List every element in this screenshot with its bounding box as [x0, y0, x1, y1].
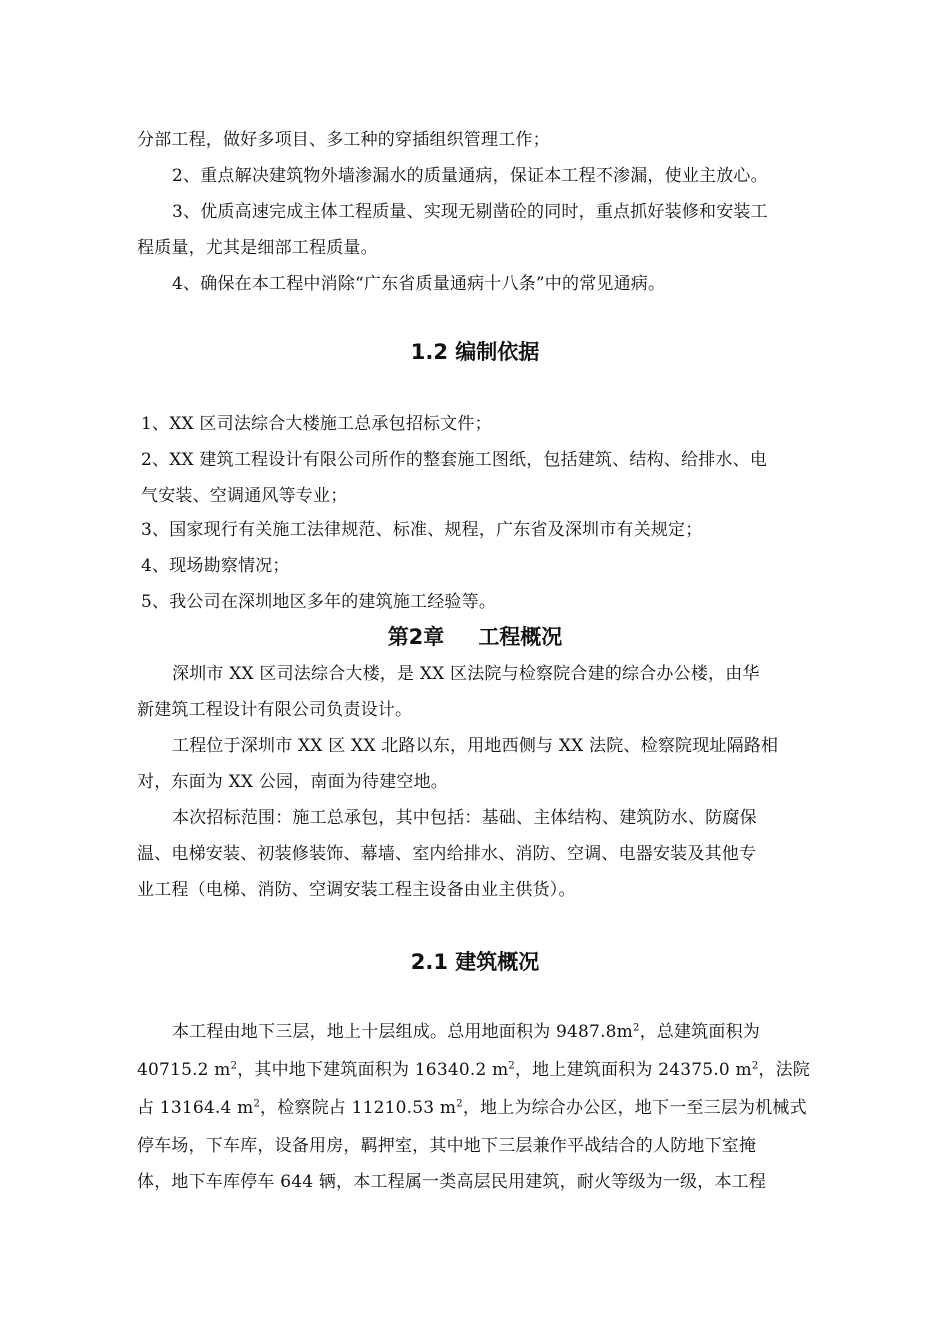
chapter-heading: [0, 623, 950, 651]
section-heading: 1.2 编制依据: [410, 340, 540, 364]
paragraph-line: 工程位于深圳市 XX 区 XX 北路以东，用地西侧与 XX 法院、检察院现址隔路相: [172, 736, 779, 756]
superscript: 2: [633, 1022, 640, 1034]
paragraph-line: 本次招标范围：施工总承包，其中包括：基础、主体结构、建筑防水、防腐保: [172, 808, 757, 828]
list-item: 2、XX 建筑工程设计有限公司所作的整套施工图纸，包括建筑、结构、给排水、电: [141, 450, 768, 470]
paragraph-line: 气安装、空调通风等专业；: [141, 486, 348, 506]
paragraph-line: 新建筑工程设计有限公司负责设计。: [137, 700, 413, 720]
list-item: 3、优质高速完成主体工程质量、实现无剔凿砼的同时，重点抓好装修和安装工: [172, 202, 768, 222]
list-item: 5、我公司在深圳地区多年的建筑施工经验等。: [141, 592, 497, 612]
paragraph-line: 温、电梯安装、初装修装饰、幕墙、室内给排水、消防、空调、电器安装及其他专: [137, 844, 757, 864]
paragraph-line: 体，地下车库停车 644 辆，本工程属一类高层民用建筑，耐火等级为一级，本工程: [137, 1172, 767, 1192]
superscript: 2: [751, 1060, 759, 1072]
paragraph-line: 程质量，尤其是细部工程质量。: [137, 238, 378, 258]
chapter-number: 第2章: [387, 625, 445, 649]
list-item: 4、现场勘察情况；: [141, 556, 290, 576]
superscript: 2: [253, 1098, 260, 1110]
chapter-title: 工程概况: [478, 625, 563, 649]
list-item: 1、XX 区司法综合大楼施工总承包招标文件；: [141, 414, 492, 434]
superscript: 2: [230, 1060, 238, 1072]
paragraph-line: 分部工程，做好多项目、多工种的穿插组织管理工作；: [137, 130, 550, 150]
list-item: 3、国家现行有关施工法律规范、标准、规程，广东省及深圳市有关规定；: [141, 520, 703, 540]
superscript: 2: [508, 1060, 515, 1072]
paragraph-line: 停车场，下车库，设备用房，羁押室，其中地下三层兼作平战结合的人防地下室掩: [137, 1136, 757, 1156]
paragraph-line: 深圳市 XX 区司法综合大楼，是 XX 区法院与检察院合建的综合办公楼，由华: [172, 664, 760, 684]
paragraph-line: 本工程由地下三层，地上十层组成。总用地面积为 $9487.8m^2$，总建筑面积为: [172, 1022, 760, 1042]
paragraph-line: 对，东面为 XX 公园，南面为待建空地。: [137, 772, 449, 792]
list-item: 4、确保在本工程中消除“广东省质量通病十八条”中的常见通病。: [172, 274, 666, 294]
superscript: 2: [456, 1098, 463, 1110]
paragraph-line: 40715.2 $m^2$，其中地下建筑面积为 16340.2 $m^2$，地上建筑面积为 24375.0 $m^2$，法院: [137, 1060, 810, 1080]
list-item: 2、重点解决建筑物外墙渗漏水的质量通病，保证本工程不渗漏，使业主放心。: [172, 166, 768, 186]
paragraph-line: 业工程（电梯、消防、空调安装工程主设备由业主供货）。: [137, 880, 576, 900]
section-heading: 2.1 建筑概况: [410, 950, 540, 974]
paragraph-line: 占 13164.4 $m^2$，检察院占 11210.53 $m^2$，地上为综合办公区，地下一至三层为机械式: [137, 1098, 807, 1118]
